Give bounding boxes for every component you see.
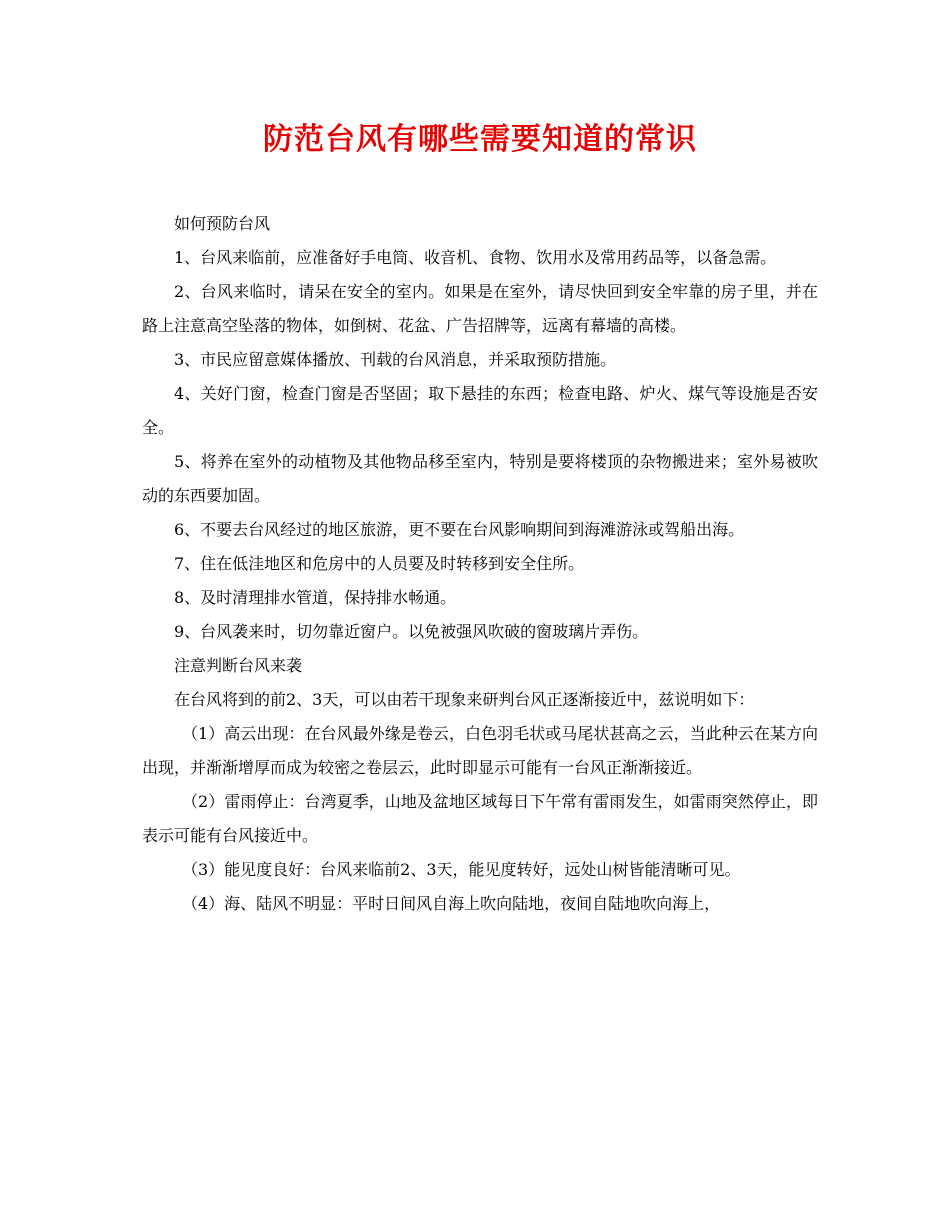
paragraph-item-4: 4、关好门窗，检查门窗是否坚固；取下悬挂的东西；检查电路、炉火、煤气等设施是否安全。	[142, 384, 818, 437]
document-title: 防范台风有哪些需要知道的常识	[263, 122, 697, 157]
paragraph-sign-4: （4）海、陆风不明显：平时日间风自海上吹向陆地，夜间自陆地吹向海上，	[182, 894, 721, 913]
section-heading-prevention: 如何预防台风	[174, 214, 271, 233]
paragraph-sign-3: （3）能见度良好：台风来临前2、3天，能见度转好，远处山树皆能清晰可见。	[182, 860, 741, 879]
paragraph-item-5: 5、将养在室外的动植物及其他物品移至室内，特别是要将楼顶的杂物搬进来；室外易被吹动的东西要加固。	[142, 452, 818, 505]
paragraph-item-6: 6、不要去台风经过的地区旅游，更不要在台风影响期间到海滩游泳或驾船出海。	[174, 520, 745, 539]
section-heading-detection: 注意判断台风来袭	[174, 656, 303, 675]
paragraph-item-1: 1、台风来临前，应准备好手电筒、收音机、食物、饮用水及常用药品等，以备急需。	[174, 248, 777, 267]
paragraph-item-8: 8、及时清理排水管道，保持排水畅通。	[174, 588, 457, 607]
paragraph-item-7: 7、住在低洼地区和危房中的人员要及时转移到安全住所。	[174, 554, 585, 573]
paragraph-item-9: 9、台风袭来时，切勿靠近窗户。以免被强风吹破的窗玻璃片弄伤。	[174, 622, 649, 641]
paragraph-item-3: 3、市民应留意媒体播放、刊载的台风消息，并采取预防措施。	[174, 350, 617, 369]
paragraph-item-2: 2、台风来临时，请呆在安全的室内。如果是在室外，请尽快回到安全牢靠的房子里，并在路上注意高空坠落的物体，如倒树、花盆、广告招牌等，远离有幕墙的高楼。	[142, 282, 818, 335]
paragraph-intro: 在台风将到的前2、3天，可以由若干现象来研判台风正逐渐接近中，兹说明如下：	[174, 690, 755, 709]
paragraph-sign-1: （1）高云出现：在台风最外缘是卷云，白色羽毛状或马尾状甚高之云，当此种云在某方向出现，并渐渐增厚而成为较密之卷层云，此时即显示可能有一台风正渐渐接近。	[142, 724, 818, 777]
paragraph-sign-2: （2）雷雨停止：台湾夏季，山地及盆地区域每日下午常有雷雨发生，如雷雨突然停止，即表示可能有台风接近中。	[142, 792, 818, 845]
